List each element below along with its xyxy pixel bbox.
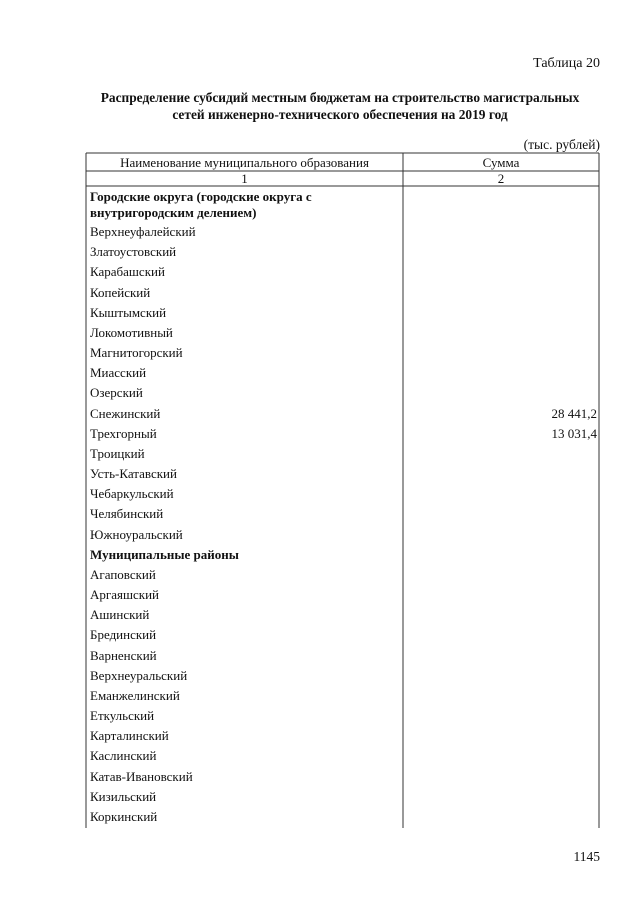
column-number-2: 2 [497,171,505,186]
table-row [90,262,600,282]
municipality-name: Карталинский [90,728,169,744]
section-heading-label: Муниципальные районы [90,546,239,562]
municipality-name: Снежинский [90,405,161,421]
municipality-name: Озерский [90,385,143,401]
table-row [90,242,600,262]
page-number: 1145 [573,849,600,864]
column-header-name: Наименование муниципального образования [120,155,369,170]
subsidy-amount: 13 031,4 [551,425,597,441]
table-label: Таблица 20 [533,56,600,71]
title-line-1: Распределение субсидий местным бюджетам на строительство магистральных [100,90,580,105]
municipality-name: Троицкий [90,445,145,461]
table-row [90,787,600,807]
municipality-name: Коркинский [90,808,158,824]
municipality-name: Кизильский [90,788,157,804]
municipality-name: Катав-Ивановский [90,768,193,784]
municipality-name: Копейский [90,284,151,300]
municipality-name: Южноуральский [90,526,183,542]
municipality-name: Чебаркульский [90,486,174,502]
municipality-name: Каслинский [90,748,157,764]
municipality-name: Верхнеуфалейский [90,224,196,239]
table-row [90,666,600,686]
column-number-1: 1 [241,171,248,186]
table-row [90,746,600,766]
municipality-name: Кыштымский [90,304,167,320]
municipality-name: Златоустовский [90,244,177,260]
municipality-name: Карабашский [90,264,165,280]
units-label: (тыс. рублей) [523,137,600,152]
municipality-name: Брединский [90,627,157,643]
municipality-name: Агаповский [90,566,156,582]
municipality-name: Аргаяшский [90,587,159,603]
municipality-name: Варненский [90,647,157,663]
municipality-name: Еманжелинский [90,687,180,703]
table-row [90,303,600,323]
table-row [90,222,600,242]
municipality-name: Локомотивный [90,324,173,340]
table-row [90,726,600,746]
table-row [90,323,600,343]
municipality-name: Трехгорный [90,425,157,441]
table-row [90,504,600,524]
table-row [90,525,600,545]
municipality-name: Ашинский [90,607,150,623]
section-heading-row [90,187,600,222]
section-heading-label: Городские округа (городские округа с внутригородским делением) [90,189,312,220]
table-row [90,464,600,484]
table-row [90,767,600,787]
municipality-name: Еткульский [90,708,155,724]
municipality-name: Верхнеуральский [90,667,188,683]
table-row [90,444,600,464]
table-row [90,283,600,303]
table-row [90,484,600,504]
table-row [90,424,600,444]
table-row [90,646,600,666]
table-row [90,706,600,726]
municipality-name: Миасский [90,365,147,381]
table-row [90,565,600,585]
table-row [90,363,600,383]
section-heading-row [90,545,600,565]
title-line-2: сетей инженерно-технического обеспечения на 2019 год [172,107,508,122]
table-row [90,605,600,625]
table-row [90,585,600,605]
table-row [90,383,600,403]
municipality-name: Магнитогорский [90,345,183,361]
municipality-name: Челябинский [90,506,164,522]
subsidy-amount: 28 441,2 [551,405,597,421]
table-row [90,625,600,645]
table-row [90,343,600,363]
table-row [90,404,600,424]
table-body [90,187,600,827]
column-header-sum: Сумма [482,155,520,170]
municipality-name: Усть-Катавский [90,466,177,482]
table-row [90,807,600,827]
table-row [90,686,600,706]
